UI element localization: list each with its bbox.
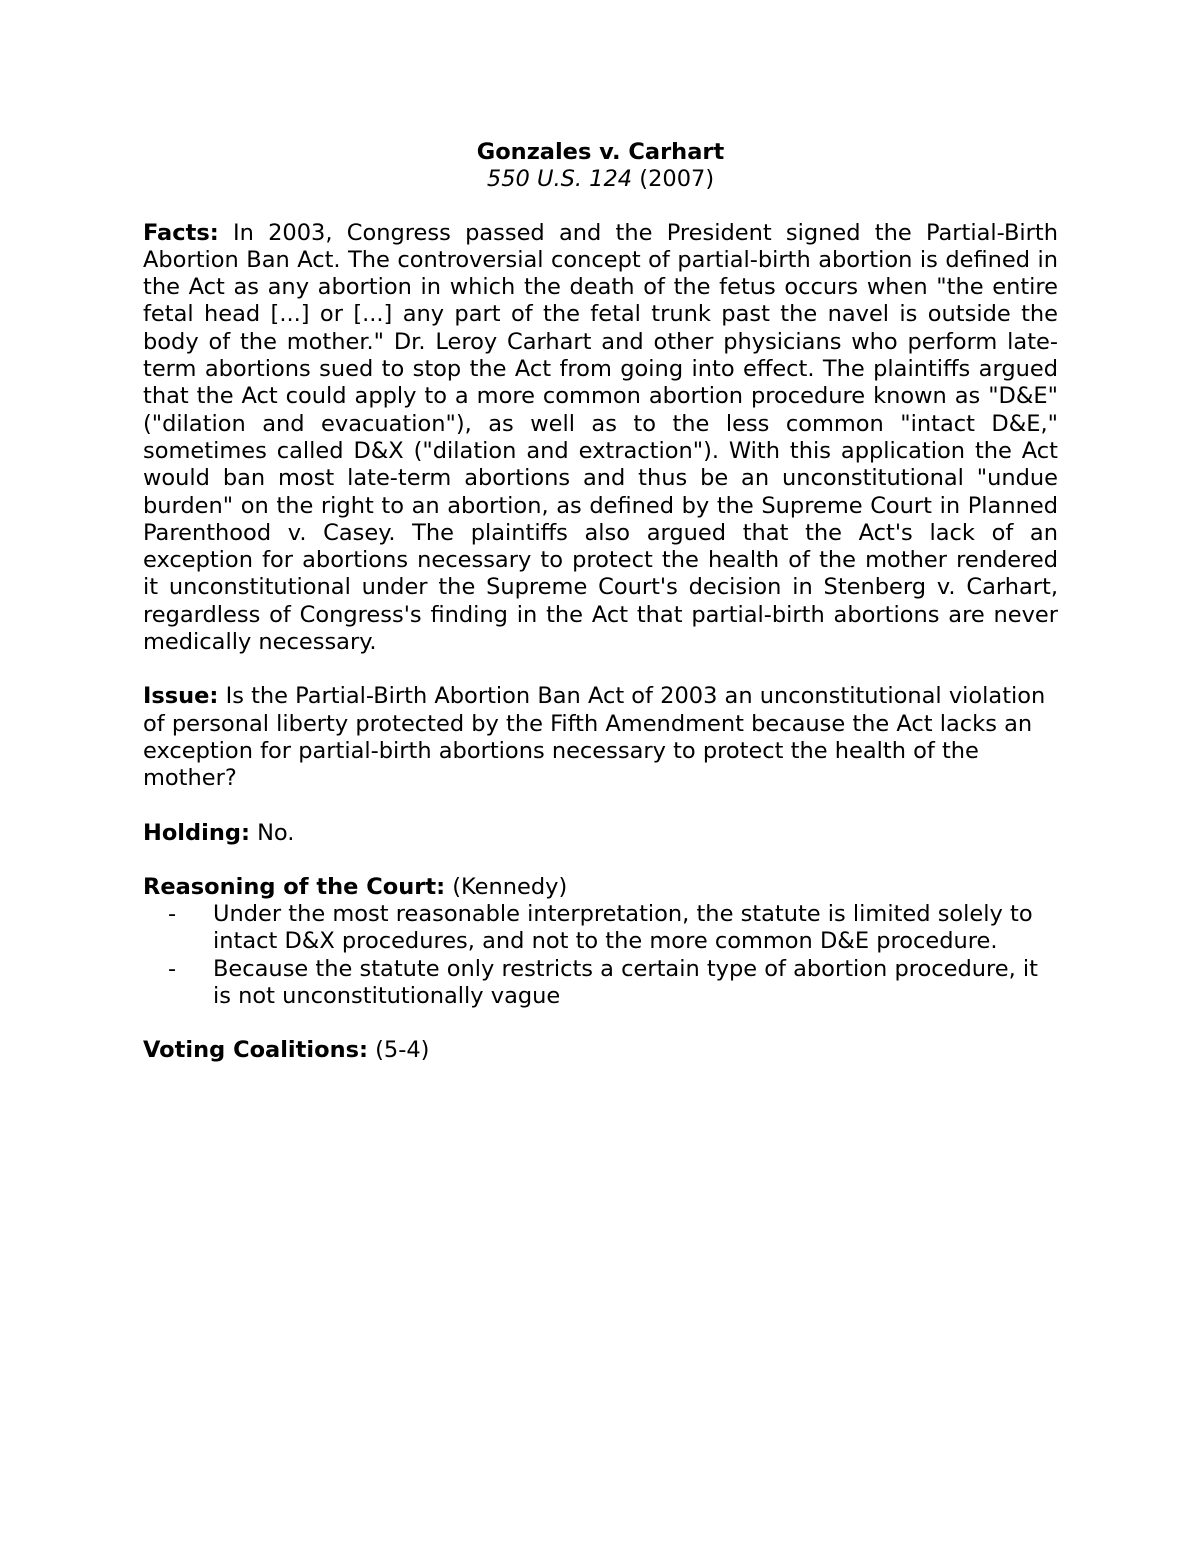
reasoning-item bbox=[143, 956, 1058, 1011]
bullet-dash: - bbox=[168, 901, 177, 928]
case-title: Gonzales v. Carhart bbox=[476, 139, 725, 165]
citation-reporter: 550 U.S. 124 bbox=[486, 166, 633, 193]
reasoning-item bbox=[143, 901, 1058, 956]
facts-label: Facts: bbox=[143, 219, 219, 246]
reasoning-list bbox=[143, 901, 1058, 1010]
reasoning-item-text: Under the most reasonable interpretation, the statute is limited solely to intact D&X procedures, and not to the more common D&E procedure. bbox=[213, 901, 1033, 955]
issue-label: Issue: bbox=[143, 683, 219, 710]
reasoning-justice: (Kennedy) bbox=[445, 873, 568, 900]
holding-label: Holding: bbox=[143, 819, 250, 846]
bullet-dash: - bbox=[168, 955, 177, 982]
facts-section bbox=[143, 220, 1058, 657]
voting-text: (5-4) bbox=[367, 1037, 430, 1064]
voting-label: Voting Coalitions: bbox=[143, 1037, 368, 1064]
reasoning-label: Reasoning of the Court: bbox=[143, 873, 446, 900]
title-block bbox=[143, 139, 1058, 194]
holding-text: No. bbox=[249, 819, 295, 846]
reasoning-section bbox=[143, 874, 1058, 1010]
document-page bbox=[143, 139, 1058, 1092]
facts-text: In 2003, Congress passed and the President signed the Partial-Birth Abortion Ban Act. The controversial concept of partial-birth abortion is defined in the Act as any abortion in which the death of the fetus occurs when "the entire fetal head [...] or [...] any part of the fetal trunk past the navel is outside the body of the mother." Dr. Leroy Carhart and other physicians who perform late-term abortions sued to stop the Act from going into effect. The plaintiffs argued that the Act could apply to a more common abortion procedure known as "D&E" ("dilation and evacuation"), as well as to the less common "intact D&E," sometimes called D&X ("dilation and extraction"). With this application the Act would ban most late-term abortions and thus be an unconstitutional "undue burden" on the right to an abortion, as defined by the Supreme Court in Planned Parenthood v. Casey. The plaintiffs also argued that the Act's lack of an exception for abortions necessary to protect the health of the mother rendered it unconstitutional under the Supreme Court's decision in Stenberg v. Carhart, regardless of Congress's finding in the Act that partial-birth abortions are never medically necessary. bbox=[143, 219, 1058, 656]
reasoning-heading bbox=[143, 874, 1058, 901]
case-citation bbox=[143, 166, 1058, 193]
holding-section bbox=[143, 820, 1058, 847]
issue-section bbox=[143, 683, 1058, 792]
issue-text: Is the Partial-Birth Abortion Ban Act of 2003 an unconstitutional violation of personal liberty protected by the Fifth Amendment because the Act lacks an exception for partial-birth abortions necessary to protect the health of the mother? bbox=[143, 683, 1046, 792]
citation-year: (2007) bbox=[632, 166, 715, 193]
voting-section bbox=[143, 1037, 1058, 1064]
reasoning-item-text: Because the statute only restricts a certain type of abortion procedure, it is not unconstitutionally vague bbox=[213, 955, 1038, 1010]
